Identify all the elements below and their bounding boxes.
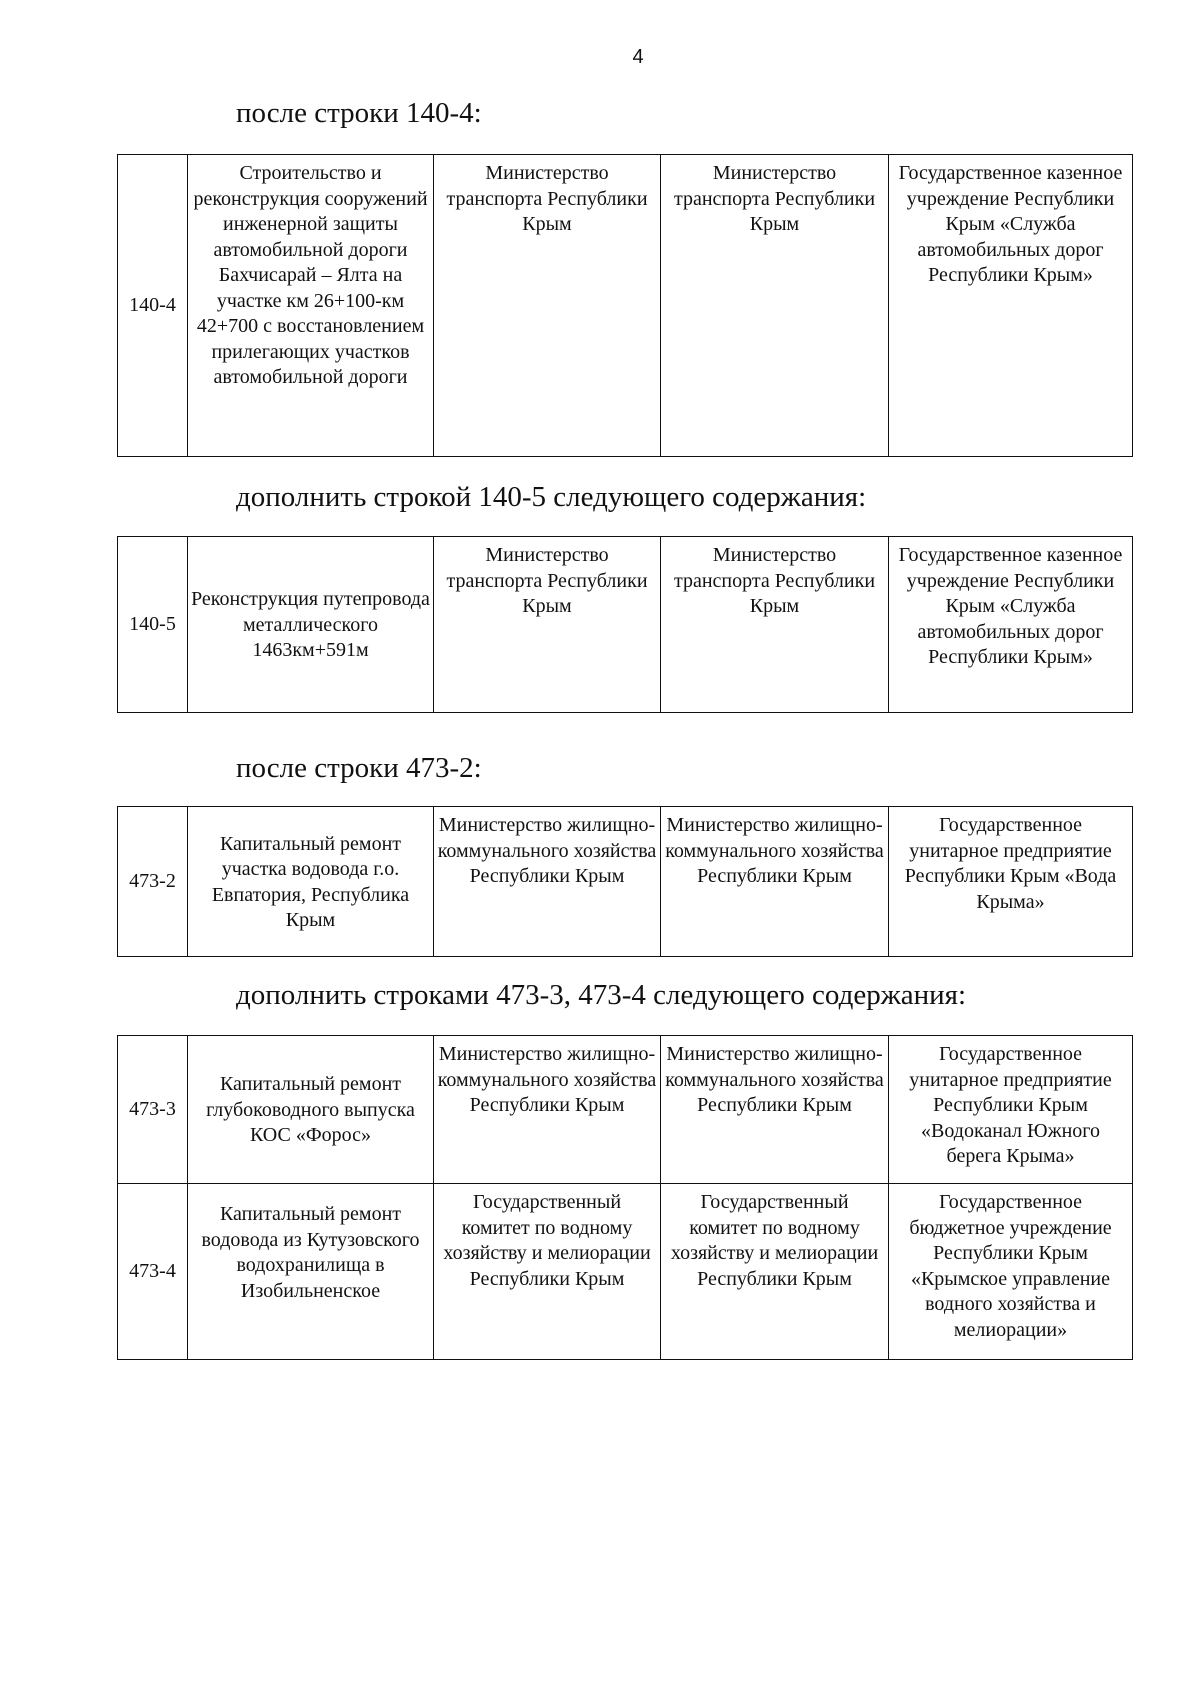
section-heading-1: после строки 140-4: (236, 97, 482, 129)
row-number: 473-4 (118, 1184, 188, 1360)
customer-cell: Министерство жилищно-коммунального хозяйства Республики Крым (661, 1036, 889, 1184)
organization-cell: Государственное казенное учреждение Республики Крым «Служба автомобильных дорог Республики Крым» (889, 155, 1133, 457)
row-number: 140-5 (118, 537, 188, 713)
section-heading-4: дополнить строками 473-3, 473-4 следующего содержания: (236, 979, 967, 1011)
customer-cell: Министерство жилищно-коммунального хозяйства Республики Крым (661, 807, 889, 957)
main-manager-cell: Государственный комитет по водному хозяйству и мелиорации Республики Крым (434, 1184, 661, 1360)
table-row (118, 155, 1133, 457)
object-name-cell: Капитальный ремонт участка водовода г.о. Евпатория, Республика Крым (188, 807, 434, 957)
customer-cell: Министерство транспорта Республики Крым (661, 155, 889, 457)
row-number: 473-2 (118, 807, 188, 957)
table-section-1 (117, 154, 1133, 457)
table-section-3 (117, 806, 1133, 957)
organization-cell: Государственное унитарное предприятие Республики Крым «Водоканал Южного берега Крыма» (889, 1036, 1133, 1184)
main-manager-cell: Министерство жилищно-коммунального хозяйства Республики Крым (434, 1036, 661, 1184)
row-number: 140-4 (118, 155, 188, 457)
section-heading-2: дополнить строкой 140-5 следующего содержания: (236, 481, 867, 513)
main-manager-cell: Министерство транспорта Республики Крым (434, 537, 661, 713)
object-name-cell: Реконструкция путепровода металлического 1463км+591м (188, 537, 434, 713)
customer-cell: Министерство транспорта Республики Крым (661, 537, 889, 713)
main-manager-cell: Министерство жилищно-коммунального хозяйства Республики Крым (434, 807, 661, 957)
object-name-cell: Строительство и реконструкция сооружений инженерной защиты автомобильной дороги Бахчисарай – Ялта на участке км 26+100-км 42+700 с восстановлением прилегающих участков автомобильной дороги (188, 155, 434, 457)
organization-cell: Государственное унитарное предприятие Республики Крым «Вода Крыма» (889, 807, 1133, 957)
section-heading-3: после строки 473-2: (236, 752, 482, 784)
customer-cell: Государственный комитет по водному хозяйству и мелиорации Республики Крым (661, 1184, 889, 1360)
table-row (118, 807, 1133, 957)
table-row (118, 537, 1133, 713)
row-number: 473-3 (118, 1036, 188, 1184)
organization-cell: Государственное бюджетное учреждение Республики Крым «Крымское управление водного хозяйства и мелиорации» (889, 1184, 1133, 1360)
table-section-2 (117, 536, 1133, 713)
table-section-4 (117, 1035, 1133, 1360)
main-manager-cell: Министерство транспорта Республики Крым (434, 155, 661, 457)
table-row (118, 1036, 1133, 1184)
object-name-cell: Капитальный ремонт глубоководного выпуска КОС «Форос» (188, 1036, 434, 1184)
object-name-cell: Капитальный ремонт водовода из Кутузовского водохранилища в Изобильненское (188, 1184, 434, 1360)
organization-cell: Государственное казенное учреждение Республики Крым «Служба автомобильных дорог Республики Крым» (889, 537, 1133, 713)
table-row (118, 1184, 1133, 1360)
page-number: 4 (632, 46, 644, 68)
